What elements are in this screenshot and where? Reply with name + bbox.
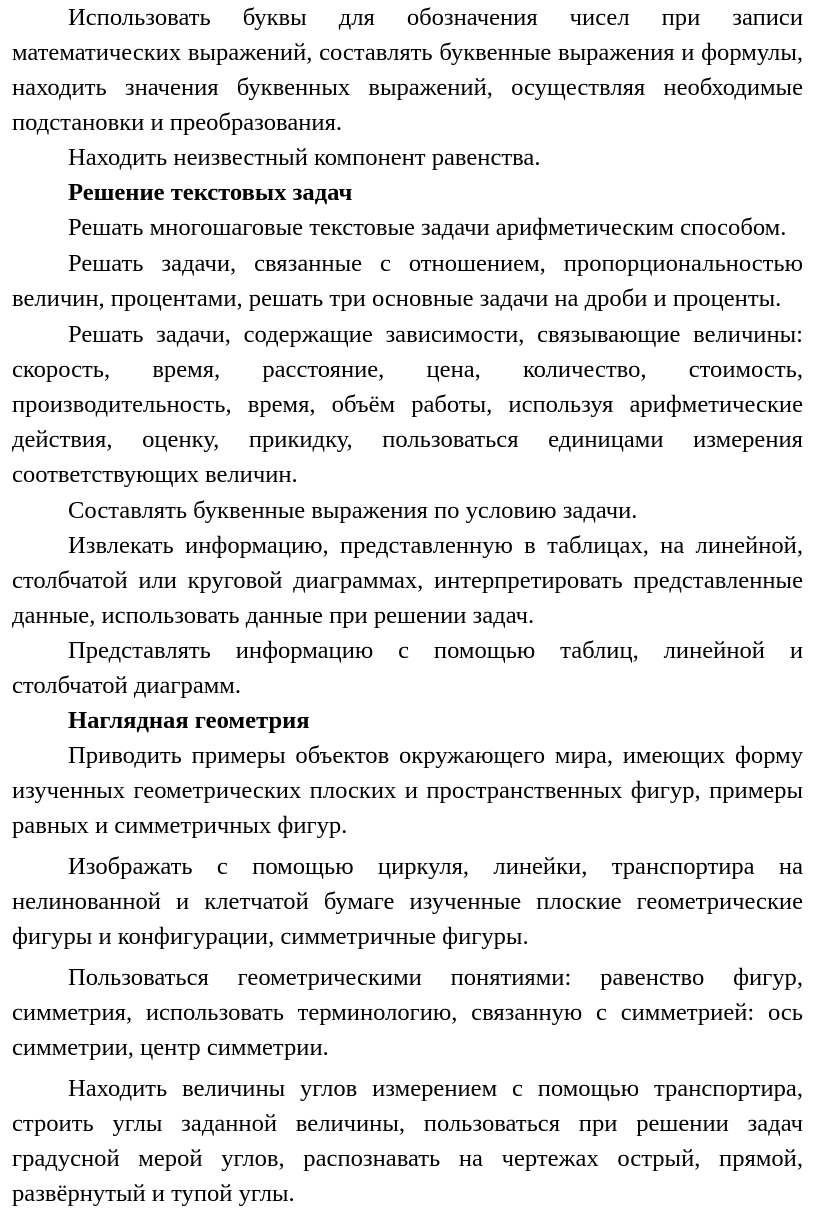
section-heading-word-problems: Решение текстовых задач <box>68 179 353 206</box>
paragraph-multistep-problems: Решать многошаговые текстовые задачи арифметическим способом. <box>68 214 787 241</box>
paragraph-angle-measurement: Находить величины углов измерением с помощью транспортира, строить углы заданной величины, пользоваться при решении задач градусной мерой углов, распознавать на чертежах острый, прямой, развёрнутый и тупой углы. <box>12 1075 803 1207</box>
paragraph-draw-figures: Изображать с помощью циркуля, линейки, транспортира на нелинованной и клетчатой бумаге изученные плоские геометрические фигуры и конфигурации, симметричные фигуры. <box>12 853 803 950</box>
section-heading-visual-geometry: Наглядная геометрия <box>68 707 310 734</box>
paragraph-present-information: Представлять информацию с помощью таблиц, линейной и столбчатой диаграмм. <box>12 637 803 699</box>
paragraph-letter-expressions: Использовать буквы для обозначения чисел при записи математических выражений, составлять буквенные выражения и формулы, находить значения буквенных выражений, осуществляя необходимые подстановки и преобразования. <box>12 4 803 136</box>
paragraph-dependency-problems: Решать задачи, содержащие зависимости, связывающие величины: скорость, время, расстояние, цена, количество, стоимость, производительность, время, объём работы, используя арифметические действия, оценку, прикидку, пользоваться единицами измерения соответствующих величин. <box>12 321 803 488</box>
paragraph-world-examples: Приводить примеры объектов окружающего мира, имеющих форму изученных геометрических плоских и пространственных фигур, примеры равных и симметричных фигур. <box>12 742 803 839</box>
paragraph-ratio-problems: Решать задачи, связанные с отношением, пропорциональностью величин, процентами, решать три основные задачи на дроби и проценты. <box>12 250 803 312</box>
paragraph-geometric-concepts: Пользоваться геометрическими понятиями: равенство фигур, симметрия, использовать терминологию, связанную с симметрией: ось симметрии, центр симметрии. <box>12 964 803 1061</box>
paragraph-unknown-component: Находить неизвестный компонент равенства. <box>68 144 541 171</box>
paragraph-extract-information: Извлекать информацию, представленную в таблицах, на линейной, столбчатой или круговой диаграммах, интерпретировать представленные данные, использовать данные при решении задач. <box>12 532 803 629</box>
paragraph-compose-expressions: Составлять буквенные выражения по условию задачи. <box>68 497 638 524</box>
document-page <box>12 0 803 1211</box>
